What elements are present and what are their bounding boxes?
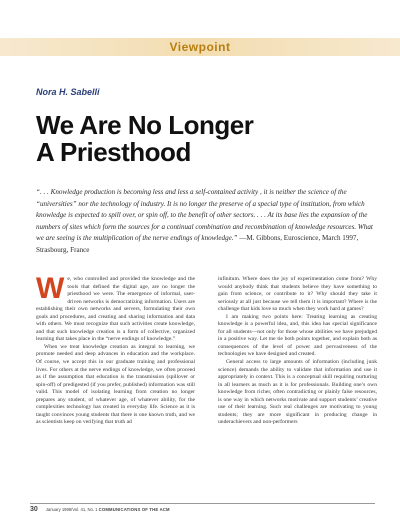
body-column-left — [36, 272, 195, 427]
epigraph — [36, 187, 374, 257]
epigraph-attribution: —M. Gibbons, Euroscience, March 1997, Strasbourg, France — [36, 234, 359, 254]
section-label: Viewpoint — [169, 40, 231, 54]
body-paragraph: We, who controlled and provided the knowledge and the tools that defined the digital age, are no longer the priesthood we were. The emergence of informal, user-driven networks is democratizing information. Users are establishing their own networks and servers, formulating their own goals and procedures, and creating and sharing information and data with others. We must recognize that such activities create knowledge, and that such knowledge creation is a form of collective, organized learning that takes place in the “nerve endings of knowledge.” — [36, 272, 195, 343]
body-paragraph: When we treat knowledge creation as integral to learning, we promote needed and deep advances in education and the workplace. Of course, we accept this in our graduate training and professional lives. For others at the nerve endings of knowledge, we often proceed as if the assumption that education is the transmission (spillover or spin-off) of predigested (if you prefer, published) information was still valid. This model of isolating learning from creation no longer prepares any student, of whatever age, of whatever ability, for the complexities technology has created in everyday life. Science as it is taught convinces young students that there is one known truth, and we as scientists keep on verifying that truth ad — [36, 343, 195, 426]
drop-cap: W — [36, 272, 65, 305]
article-title — [36, 112, 376, 166]
footer-divider — [30, 503, 375, 504]
body-paragraph: infinitum. Where does the joy of experimentation come from? Why would anybody think that students believe they have something to gain from science, or contribute to it? Why should they take it seriously at all just because we tell them it is important? Where is the challenge that kids love so much when they work hard at games? — [218, 276, 377, 313]
issue-info: January 1998/Vol. 41, No. 1 — [45, 507, 99, 512]
body-column-right — [218, 276, 377, 427]
body-paragraph: General access to large amounts of information (including junk science) demands the ability to validate that information and use it appropriately in context. This is a conceptual skill requiring nurturing in all learners as much as it is for professionals. Building one’s own knowledge from richer, often contradicting or plainly false resources, is one way in which networks motivate and support students’ creative use of their learning. Such real challenges are motivating to young students; they are more significant in producing change in underachievers and non-performers — [218, 359, 377, 426]
page-footer — [30, 506, 375, 513]
title-line-1: We Are No Longer — [36, 110, 254, 140]
journal-name: COMMUNICATIONS OF THE ACM — [98, 507, 170, 512]
page-number: 30 — [30, 506, 38, 513]
body-paragraph: I am making two points here: Treating learning as creating knowledge is a powerful idea, and, this idea has special significance for all students—not only for those whose abilities we have prejudged in a positive way. Let me tie both points together, and explain both as consequences of the level of power and pervasiveness of the technologies we have designed and created. — [218, 313, 377, 358]
author-name: Nora H. Sabelli — [36, 87, 100, 97]
title-line-2: A Priesthood — [36, 137, 191, 167]
epigraph-text: “. . . Knowledge production is becoming less and less a self-contained activity , it is neither the science of the “universities” nor the technology of industry. It is no longer the preserve of a special type of institution, from which knowledge is expected to spill over, or spin off, to the benefit of other sectors. . . . At its base lies the expansion of the numbers of sites which form the sources for a continual combination and recombination of knowledge resources. What we are seeing is the multiplication of the nerve endings of knowledge.” — [36, 188, 373, 243]
